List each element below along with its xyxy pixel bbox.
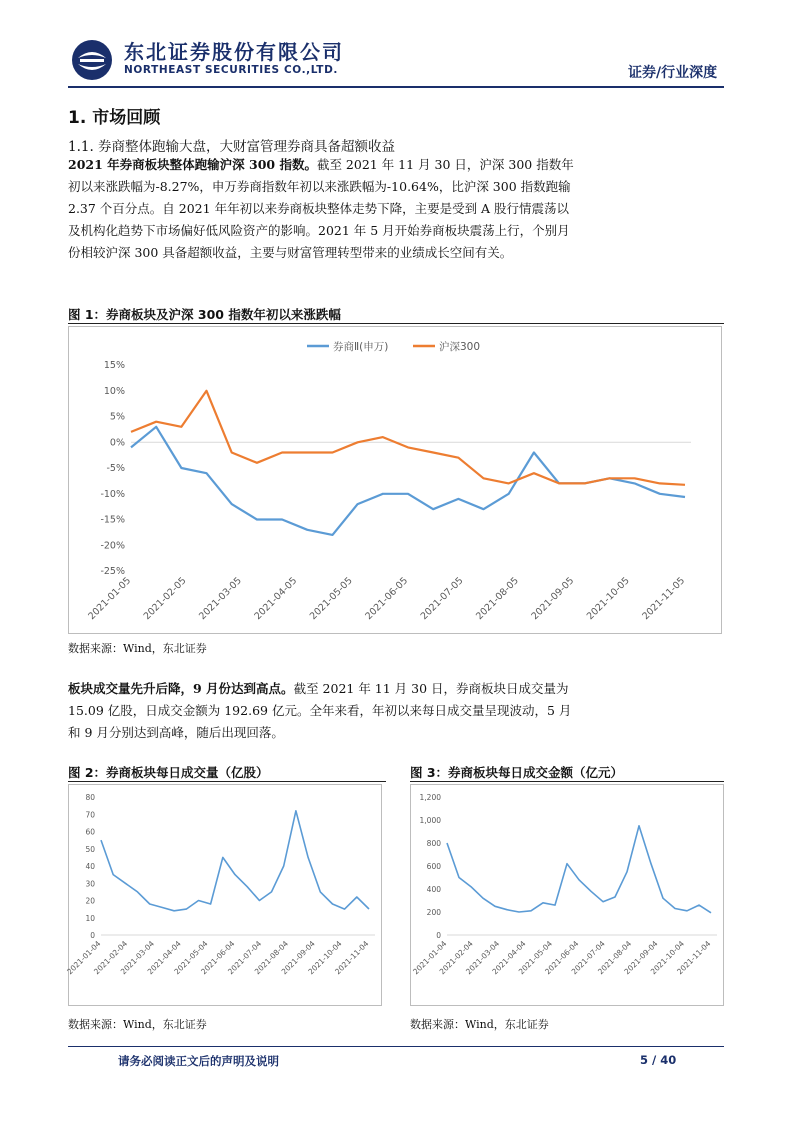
paragraph-2: [68, 678, 580, 744]
x-tick-label: 2021-01-04: [65, 939, 103, 977]
y-tick-label: 5%: [109, 411, 125, 423]
legend-label-1: 券商Ⅱ(申万): [333, 341, 389, 353]
chart-2-svg: [65, 785, 381, 1005]
y-tick-label: 80: [85, 793, 95, 802]
x-tick-label: 2021-04-05: [252, 575, 300, 623]
figure-2-chart: [65, 784, 382, 1006]
y-tick-label: 400: [426, 885, 441, 894]
figure-2-source: 数据来源：Wind，东北证券: [68, 1018, 207, 1031]
x-tick-label: 2021-07-04: [569, 939, 607, 977]
x-tick-label: 2021-07-05: [418, 575, 466, 623]
x-tick-label: 2021-09-04: [279, 939, 317, 977]
figure-1-chart: [68, 326, 722, 634]
x-tick-label: 2021-07-04: [226, 939, 264, 977]
x-tick-label: 2021-01-04: [411, 939, 449, 977]
x-tick-label: 2021-06-05: [363, 575, 411, 623]
x-tick-label: 2021-02-04: [437, 939, 475, 977]
y-tick-label: -25%: [100, 566, 125, 577]
y-tick-label: 1,000: [419, 816, 441, 825]
x-tick-label: 2021-11-05: [640, 575, 688, 623]
x-tick-label: 2021-05-04: [516, 939, 555, 977]
figure-1-source: 数据来源：Wind，东北证券: [68, 642, 207, 655]
y-tick-label: 60: [85, 827, 95, 837]
figure-1-rule: [68, 323, 724, 324]
series-line-1: [101, 811, 369, 911]
y-tick-label: -10%: [100, 488, 125, 500]
footer-divider: [68, 1046, 724, 1047]
x-tick-label: 2021-06-04: [543, 939, 581, 977]
x-tick-label: 2021-05-05: [307, 575, 355, 623]
paragraph-1: [68, 154, 580, 264]
header-divider: [68, 86, 724, 88]
figure-2-rule: [68, 781, 386, 782]
x-tick-label: 2021-03-05: [197, 575, 244, 623]
x-tick-label: 2021-08-04: [252, 939, 291, 977]
page-number: 5 / 40: [640, 1053, 677, 1067]
x-tick-label: 2021-08-05: [474, 575, 521, 623]
company-name-en: NORTHEAST SECURITIES CO.,LTD.: [124, 64, 338, 76]
x-tick-label: 2021-11-04: [675, 939, 713, 977]
y-tick-label: 30: [85, 879, 95, 889]
y-tick-label: 0%: [109, 437, 125, 449]
chart-3-svg: [411, 785, 723, 1005]
footer-disclaimer-note: 请务必阅读正文后的声明及说明: [118, 1054, 279, 1068]
company-name-cn: 东北证券股份有限公司: [124, 40, 344, 64]
x-tick-label: 2021-10-05: [584, 575, 632, 623]
x-tick-label: 2021-04-04: [490, 939, 528, 977]
y-tick-label: 200: [426, 908, 441, 917]
y-tick-label: 600: [426, 862, 441, 871]
figure-3-title: 图 3：券商板块每日成交金额（亿元）: [410, 765, 624, 780]
y-tick-label: 70: [85, 810, 95, 820]
x-tick-label: 2021-02-05: [141, 575, 189, 623]
paragraph-2-lead: 板块成交量先升后降，9 月份达到高点。: [68, 681, 294, 696]
x-tick-label: 2021-05-04: [172, 939, 210, 977]
figure-3-source: 数据来源：Wind，东北证券: [410, 1018, 549, 1031]
y-tick-label: 20: [85, 896, 95, 906]
chart-1-svg: [69, 327, 721, 633]
series-line-2: [131, 391, 685, 485]
x-tick-label: 2021-06-04: [199, 939, 237, 977]
report-type: 证券/行业深度: [628, 65, 718, 81]
y-tick-label: 800: [426, 839, 441, 848]
y-tick-label: 15%: [103, 360, 125, 371]
x-tick-label: 2021-08-04: [596, 939, 634, 977]
y-tick-label: 10: [85, 913, 95, 923]
x-tick-label: 2021-01-05: [86, 575, 134, 623]
company-logo: [70, 38, 114, 82]
x-tick-label: 2021-04-04: [145, 939, 183, 977]
y-tick-label: 1,200: [419, 793, 441, 802]
x-tick-label: 2021-03-04: [464, 939, 502, 977]
figure-3-chart: [410, 784, 724, 1006]
y-tick-label: -20%: [100, 540, 125, 552]
x-tick-label: 2021-10-04: [306, 939, 344, 977]
y-tick-label: 40: [85, 862, 95, 871]
x-tick-label: 2021-10-04: [648, 939, 687, 977]
y-tick-label: 0: [436, 931, 441, 940]
section-title: 1. 市场回顾: [68, 108, 161, 128]
y-tick-label: 0: [90, 931, 95, 940]
paragraph-1-text: 截至 2021 年 11 月 30 日，沪深 300 指数年初以来涨跌幅为-8.27%，申万券商指数年初以来涨跌幅为-10.64%，比沪深 300 指数跑输 2.37 个百分点。自 2021 年年初以来券商板块整体走势下降，主要是受到 A 股行情震荡以及机构化趋势下市场偏好低风险资产的影响。2021 年 5 月开始券商板块震荡上行，个别月份相较沪深 300 具备超额收益，主要与财富管理转型带来的业绩成长空间有关。: [68, 157, 574, 260]
figure-2-title: 图 2：券商板块每日成交量（亿股）: [68, 765, 269, 780]
x-tick-label: 2021-11-04: [333, 939, 371, 977]
x-tick-label: 2021-09-05: [529, 575, 577, 623]
y-tick-label: -5%: [106, 463, 125, 474]
paragraph-2-text: 截至 2021 年 11 月 30 日，券商板块日成交量为 15.09 亿股，日成交金额为 192.69 亿元。全年来看，年初以来每日成交量呈现波动，5 月和 9 月分别达到高峰，随后出现回落。: [68, 681, 572, 740]
figure-3-rule: [410, 781, 724, 782]
x-tick-label: 2021-02-04: [92, 939, 130, 977]
paragraph-1-lead: 2021 年券商板块整体跑输沪深 300 指数。: [68, 157, 317, 172]
y-tick-label: 10%: [103, 385, 125, 397]
y-tick-label: 50: [85, 844, 95, 854]
legend-label-2: 沪深300: [439, 341, 481, 353]
subsection-title: 1.1. 券商整体跑输大盘，大财富管理券商具备超额收益: [68, 139, 396, 155]
y-tick-label: -15%: [100, 514, 125, 526]
x-tick-label: 2021-03-04: [118, 939, 157, 977]
series-line-1: [447, 826, 711, 913]
x-tick-label: 2021-09-04: [622, 939, 660, 977]
figure-1-title: 图 1：券商板块及沪深 300 指数年初以来涨跌幅: [68, 307, 341, 322]
